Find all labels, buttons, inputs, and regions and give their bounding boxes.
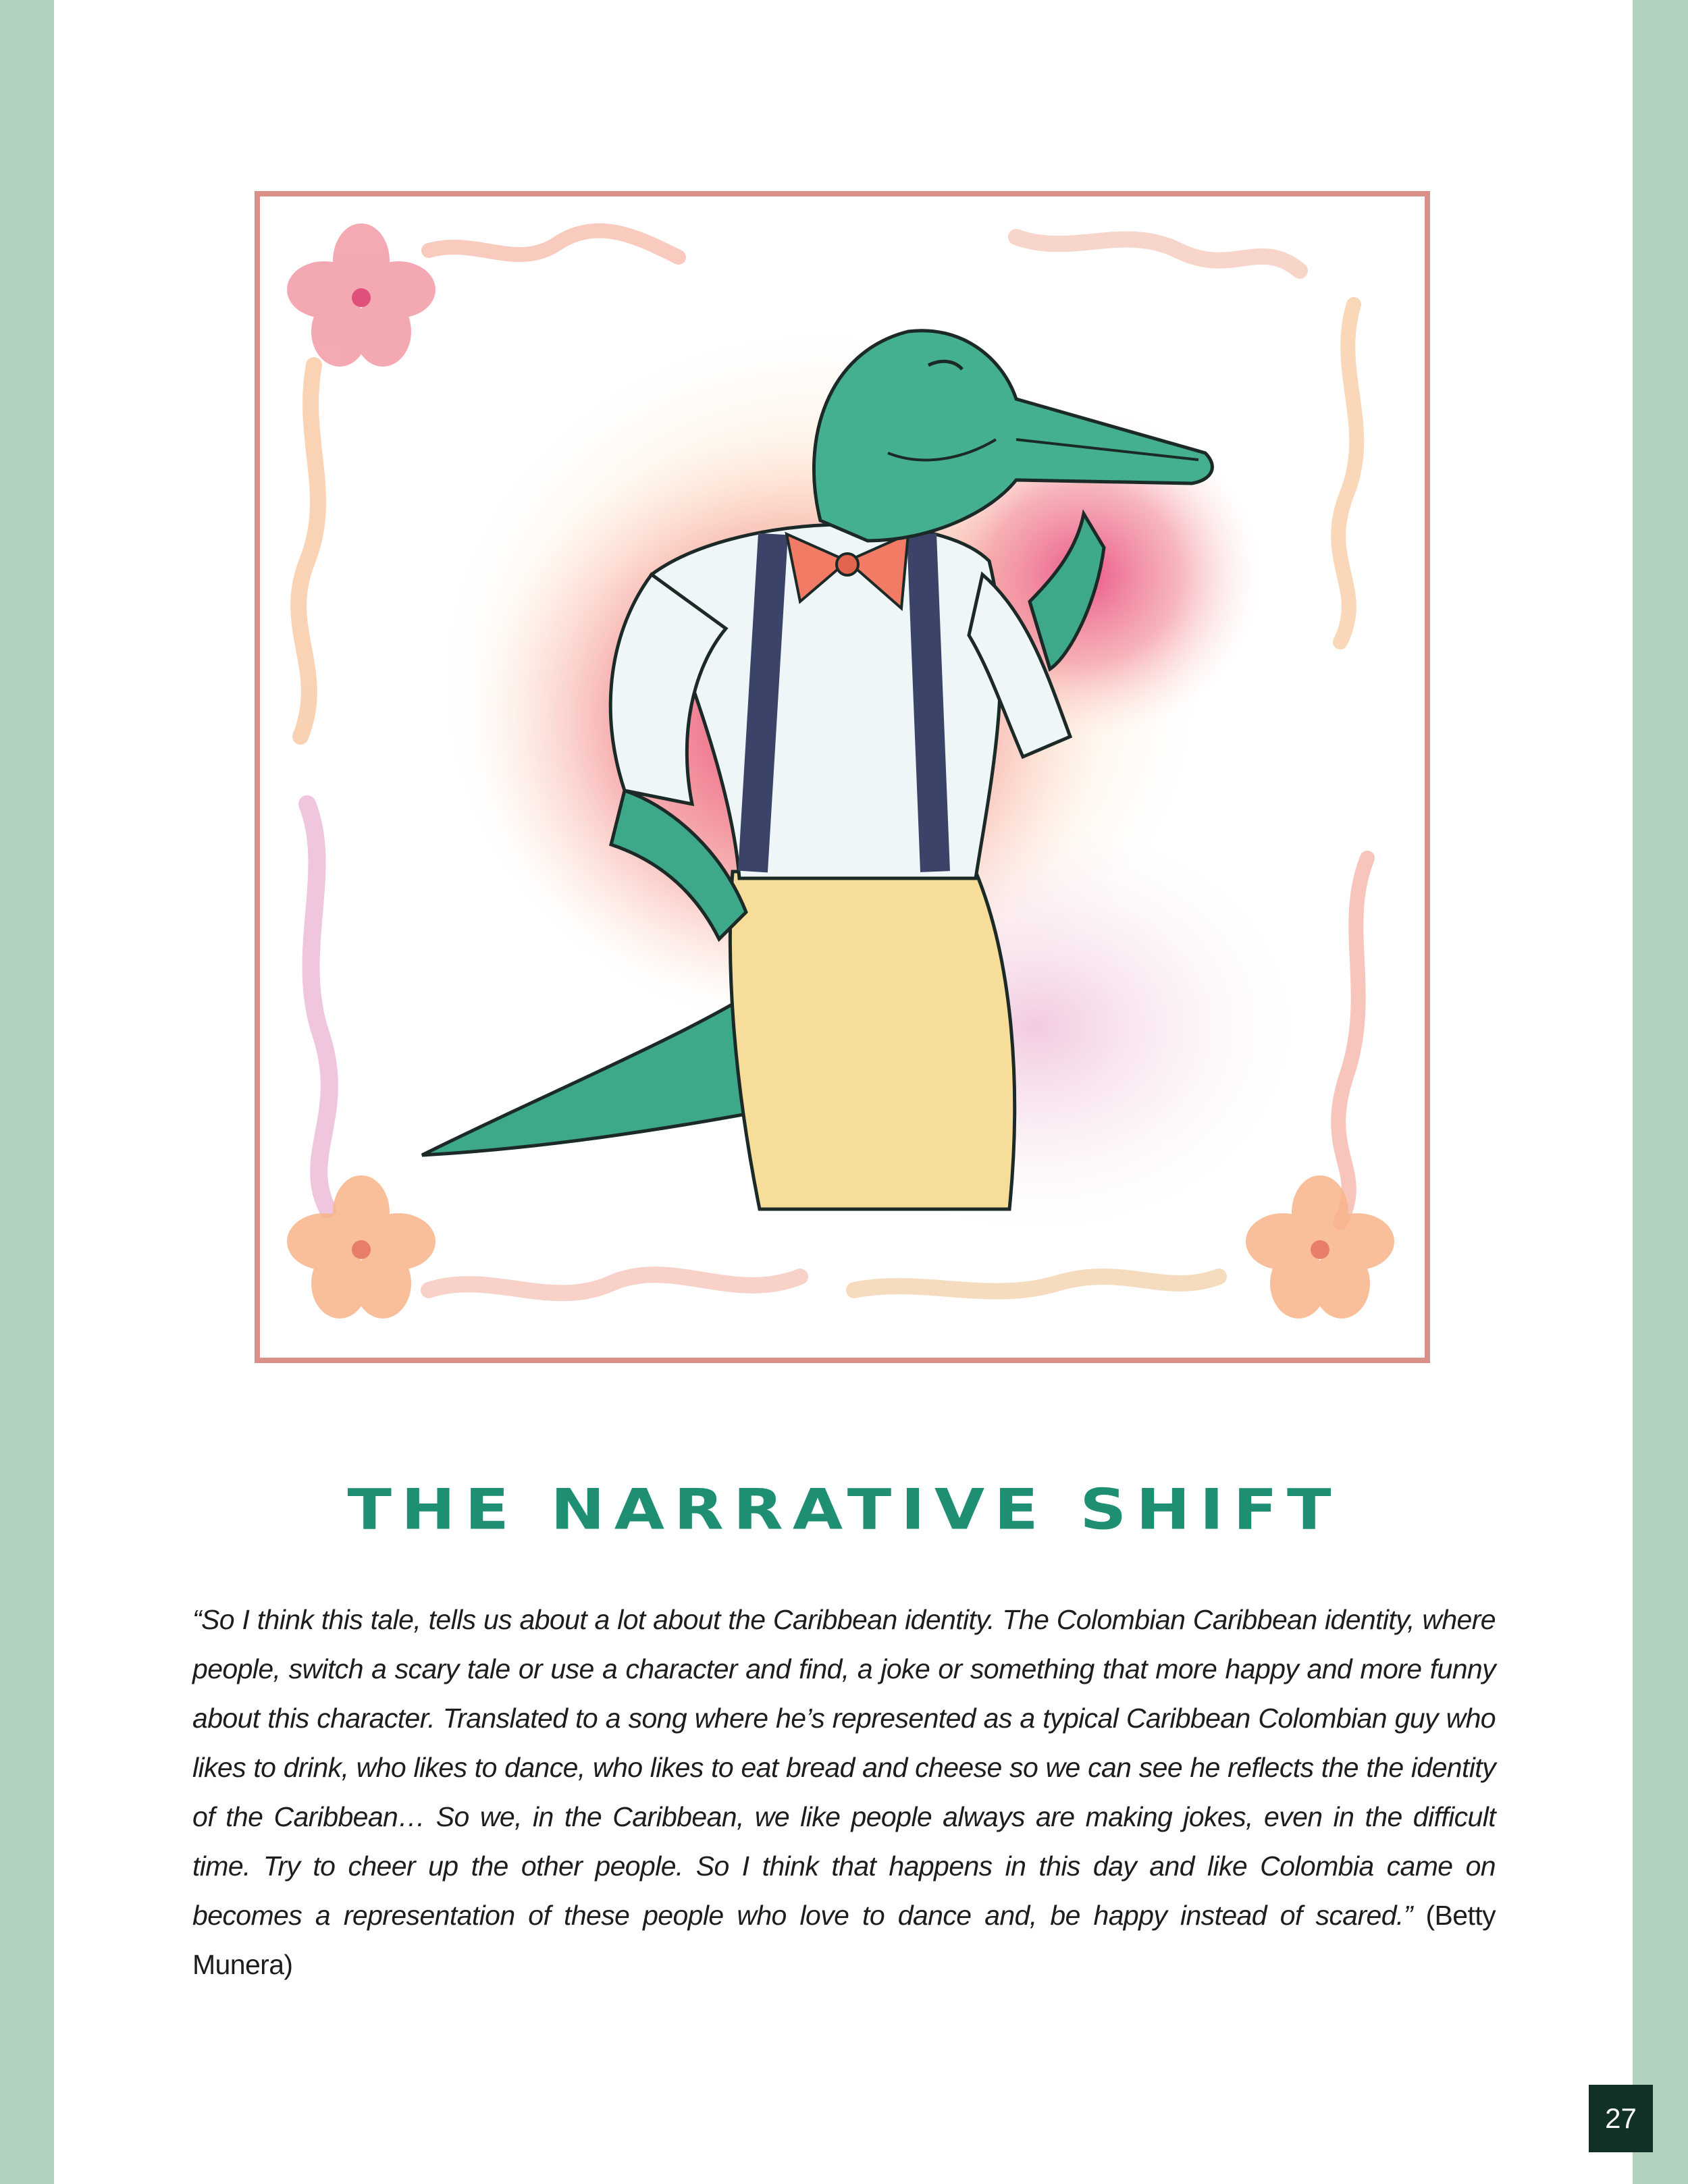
left-side-band [0,0,54,2184]
right-side-band [1633,0,1688,2184]
quote-text: “So I think this tale, tells us about a lot about the Caribbean identity. The Colombian Caribbean identity, where people, switch a scary tale or use a character and find, a joke or something that more happy and more funny about this character. Translated to a song where he’s represented as a typical Caribbean Colombian guy who likes to drink, who likes to dance, who likes to eat bread and cheese so we can see he reflects the the identity of the Caribbean… So we, in the Caribbean, we like people always are making jokes, even in the difficult time. Try to cheer up the other people. So I think that happens in this day and like Colombia came on becomes a representation of these people who love to dance and, be happy instead of scared.” [192,1604,1496,1931]
page-number: 27 [1589,2085,1653,2152]
hibiscus-flower-icon [1246,1175,1394,1319]
hibiscus-flower-icon [287,1175,436,1319]
quote-attribution: (Betty Munera) [192,1900,1496,1980]
page-title: THE NARRATIVE SHIFT [347,1476,1341,1543]
hibiscus-flower-icon [287,223,436,367]
illustration-frame [255,191,1430,1363]
crocodile-man-illustration [260,196,1425,1358]
quote-paragraph [192,1595,1496,1990]
